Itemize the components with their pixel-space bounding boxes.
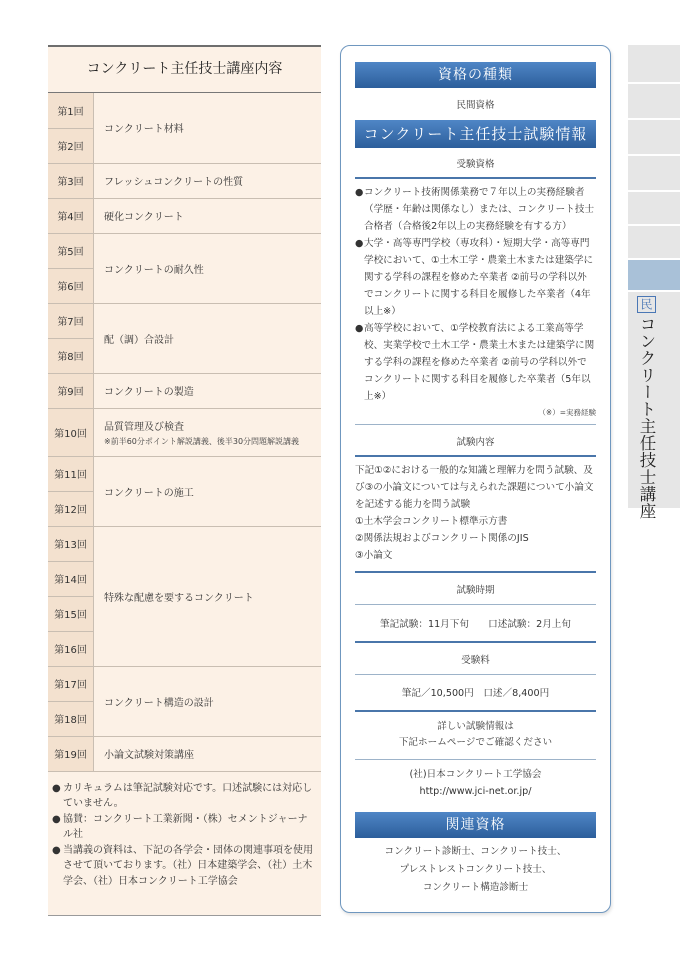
bullet-icon: ● xyxy=(52,844,61,856)
section-divider xyxy=(355,641,596,643)
note-item xyxy=(52,812,317,843)
curriculum-table xyxy=(48,93,321,772)
bullet-icon: ● xyxy=(355,323,364,334)
exam-content-label: 試験内容 xyxy=(456,437,495,448)
table-row xyxy=(48,456,321,491)
session-number: 第11回 xyxy=(48,456,94,491)
session-topic: 配（調）合設計 xyxy=(94,303,322,373)
session-number: 第9回 xyxy=(48,373,94,408)
note-item xyxy=(52,843,317,890)
eligibility-label: 受験資格 xyxy=(456,159,495,170)
eligibility-text: コンクリート技術関係業務で７年以上の実務経験者（学歴・年齢は関係なし）または、コンクリート技士合格者（合格後2年以上の実務経験を有する方） xyxy=(364,187,595,232)
session-number: 第4回 xyxy=(48,198,94,233)
session-number: 第3回 xyxy=(48,163,94,198)
section-tab[interactable] xyxy=(628,226,680,258)
table-row xyxy=(48,233,321,268)
session-topic-note: ※前半60分ポイント解説講義、後半30分問題解説講義 xyxy=(104,436,300,446)
bullet-icon: ● xyxy=(355,238,364,249)
session-topic: 小論文試験対策講座 xyxy=(94,736,322,771)
eligibility-item xyxy=(355,235,596,320)
exam-period-value: 筆記試験：11月下旬 口述試験：2月上旬 xyxy=(380,619,571,630)
section-tab[interactable] xyxy=(628,156,680,190)
session-number: 第2回 xyxy=(48,128,94,163)
bullet-icon: ● xyxy=(52,782,61,794)
related-qualifications xyxy=(355,843,596,897)
curriculum-title: コンクリート主任技士講座内容 xyxy=(48,47,321,93)
exam-content xyxy=(355,462,596,564)
qualification-type-value: 民間資格 xyxy=(456,100,495,111)
side-section-title xyxy=(634,296,658,520)
exam-content-item: ①土木学会コンクリート標準示方書 xyxy=(355,516,508,527)
section-divider xyxy=(355,674,596,675)
session-topic-label: 品質管理及び検査 xyxy=(104,421,184,433)
section-tab[interactable] xyxy=(628,120,680,154)
session-number: 第6回 xyxy=(48,268,94,303)
section-divider xyxy=(355,571,596,573)
section-divider xyxy=(355,604,596,605)
section-tab[interactable] xyxy=(628,192,680,224)
bullet-icon: ● xyxy=(52,813,61,825)
section-divider xyxy=(355,759,596,760)
note-item xyxy=(52,781,317,812)
section-tab[interactable] xyxy=(628,84,680,118)
session-topic: コンクリートの耐久性 xyxy=(94,233,322,303)
session-number: 第16回 xyxy=(48,631,94,666)
session-number: 第10回 xyxy=(48,408,94,456)
section-divider xyxy=(355,177,596,179)
session-number: 第8回 xyxy=(48,338,94,373)
bullet-icon: ● xyxy=(355,187,364,198)
exam-fee-label: 受験料 xyxy=(461,655,490,666)
side-section-label: コンクリート主任技士講座 xyxy=(637,315,656,520)
section-tab[interactable] xyxy=(628,45,680,82)
related-qualification: プレストレストコンクリート技士、 xyxy=(399,864,552,875)
related-qualification: コンクリート構造診断士 xyxy=(422,882,529,893)
organization-name: (社)日本コンクリート工学協会 xyxy=(409,769,542,780)
table-row xyxy=(48,163,321,198)
exam-fee-value: 筆記／10,500円 口述／8,400円 xyxy=(401,688,550,699)
eligibility-list xyxy=(355,184,596,405)
session-topic: 硬化コンクリート xyxy=(94,198,322,233)
session-topic: コンクリート材料 xyxy=(94,93,322,163)
exam-info-header: コンクリート主任技士試験情報 xyxy=(355,120,596,148)
note-text: 当講義の資料は、下記の各学会・団体の関連事項を使用させて頂いております。（社）日本建築学会、（社）土木学会、（社）日本コンクリート工学協会 xyxy=(63,844,313,887)
table-row xyxy=(48,303,321,338)
section-divider xyxy=(355,710,596,712)
more-info-line: 詳しい試験情報は xyxy=(437,721,514,732)
curriculum-panel xyxy=(48,45,321,916)
session-number: 第12回 xyxy=(48,491,94,526)
session-topic: フレッシュコンクリートの性質 xyxy=(94,163,322,198)
organization-info xyxy=(355,766,596,800)
session-topic: コンクリート構造の設計 xyxy=(94,666,322,736)
eligibility-text: 高等学校において、①学校教育法による工業高等学校、実業学校で土木工学・農業土木または建築学に関する学科の課程を修めた卒業者 ②前号の学科以外でコンクリートに関する科目を履修した卒業者（5年以上※） xyxy=(364,323,595,402)
session-number: 第14回 xyxy=(48,561,94,596)
related-qualification: コンクリート診断士、コンクリート技士、 xyxy=(384,846,567,857)
section-tab-active[interactable] xyxy=(628,260,680,290)
eligibility-item xyxy=(355,320,596,405)
session-number: 第13回 xyxy=(48,526,94,561)
exam-content-item: ②関係法規およびコンクリート関係のJIS xyxy=(355,533,529,544)
eligibility-text: 大学・高等専門学校（専攻科）・短期大学・高等専門学校において、①土木工学・農業土木または建築学に関する学科の課程を修めた卒業者 ②前号の学科以外でコンクリートに関する科目を履修した卒業者（4年以上※） xyxy=(364,238,594,317)
more-info xyxy=(355,719,596,751)
session-topic: 特殊な配慮を要するコンクリート xyxy=(94,526,322,666)
note-text: 協賛：コンクリート工業新聞・（株）セメントジャーナル社 xyxy=(63,813,308,840)
session-number: 第15回 xyxy=(48,596,94,631)
more-info-line: 下記ホームページでご確認ください xyxy=(398,737,553,748)
session-number: 第19回 xyxy=(48,736,94,771)
qualification-info-panel xyxy=(340,45,611,913)
session-topic: コンクリートの施工 xyxy=(94,456,322,526)
table-row xyxy=(48,666,321,701)
curriculum-notes xyxy=(48,772,321,890)
qualification-type-header: 資格の種類 xyxy=(355,62,596,88)
exam-content-item: ③小論文 xyxy=(355,550,393,561)
exam-content-text: 下記①②における一般的な知識と理解力を問う試験、及び③の小論文については与えられた課題について小論文を記述する能力を問う試験 xyxy=(355,465,594,510)
table-row xyxy=(48,373,321,408)
table-row xyxy=(48,198,321,233)
section-divider xyxy=(355,424,596,425)
session-number: 第18回 xyxy=(48,701,94,736)
session-number: 第7回 xyxy=(48,303,94,338)
related-qualifications-header: 関連資格 xyxy=(355,812,596,838)
table-row xyxy=(48,93,321,128)
session-topic-with-note xyxy=(94,408,322,456)
session-number: 第17回 xyxy=(48,666,94,701)
section-divider xyxy=(355,455,596,457)
qualification-info-content xyxy=(355,62,596,897)
note-text: カリキュラムは筆記試験対応です。口述試験には対応していません。 xyxy=(63,782,313,809)
table-row xyxy=(48,526,321,561)
eligibility-footnote: （※）=実務経験 xyxy=(538,408,596,417)
session-number: 第1回 xyxy=(48,93,94,128)
session-number: 第5回 xyxy=(48,233,94,268)
eligibility-item xyxy=(355,184,596,235)
table-row xyxy=(48,736,321,771)
session-topic: コンクリートの製造 xyxy=(94,373,322,408)
exam-period-label: 試験時期 xyxy=(456,585,495,596)
private-badge: 民 xyxy=(637,296,656,313)
organization-url-link[interactable]: http://www.jci-net.or.jp/ xyxy=(419,786,532,797)
table-row xyxy=(48,408,321,456)
